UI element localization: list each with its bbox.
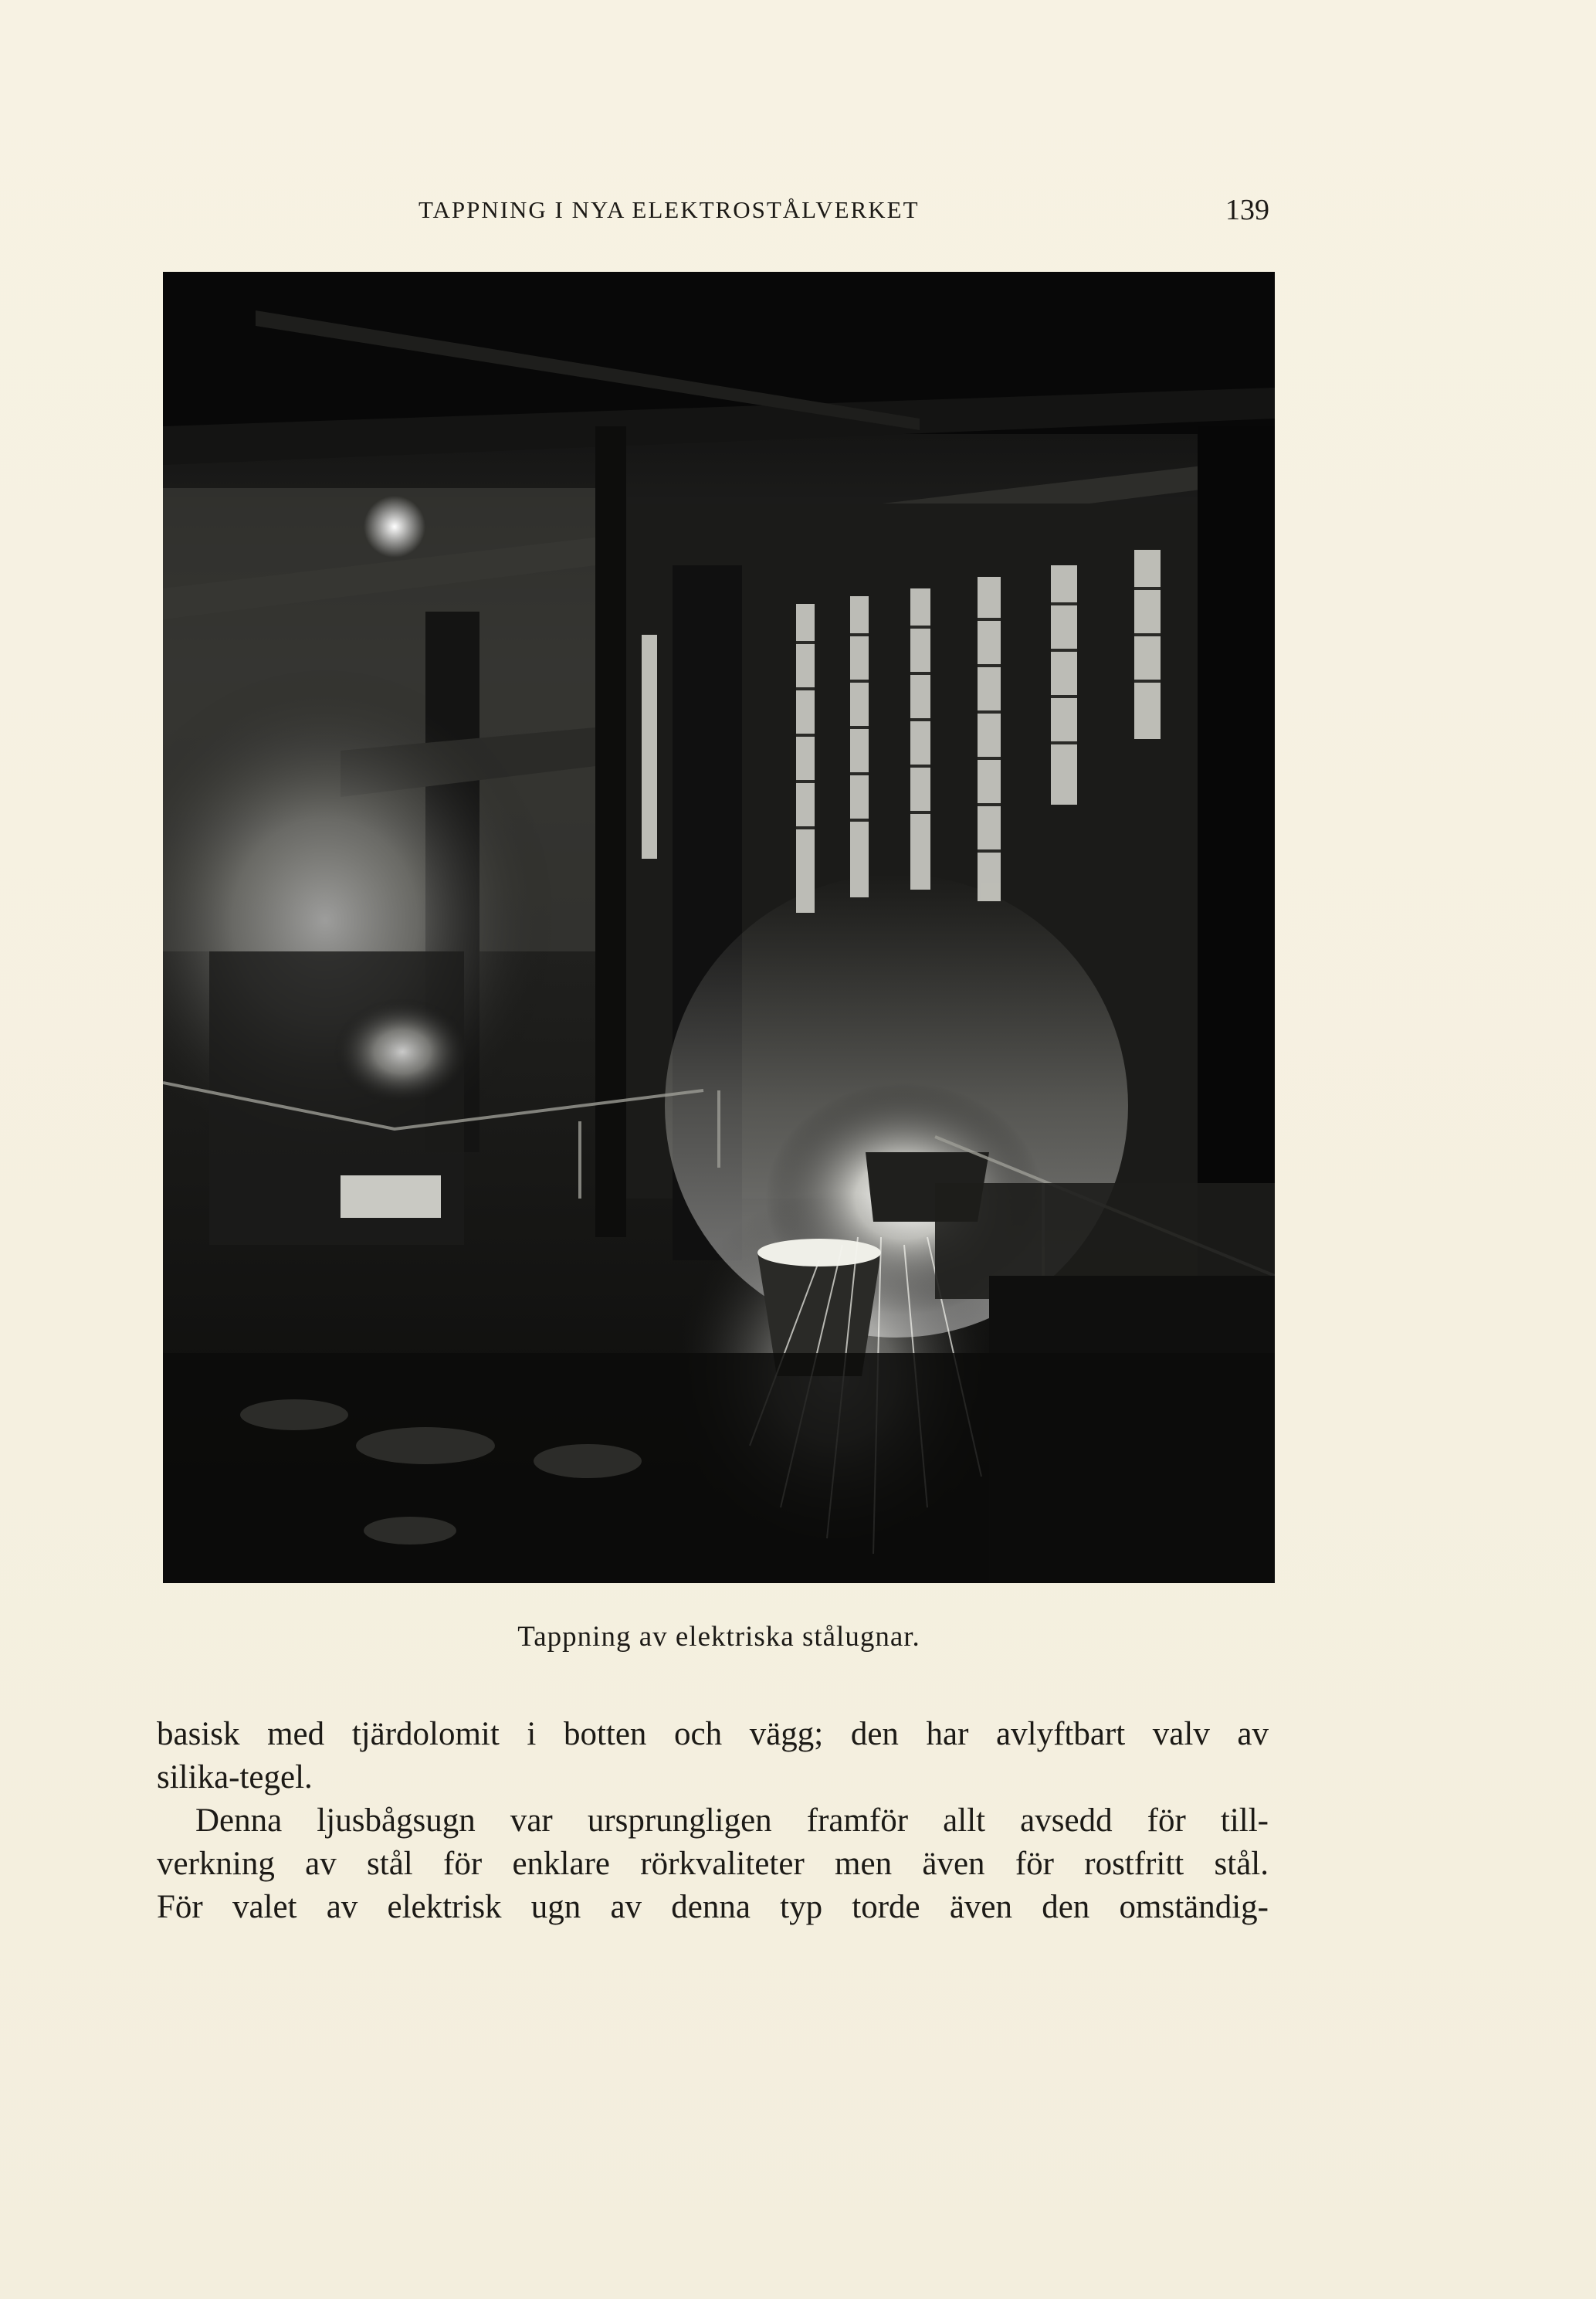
steelworks-photograph — [163, 272, 1275, 1583]
photograph-illustration — [163, 272, 1275, 1583]
text-line: verkning av stål för enklare rörkvaliteter men även för rostfritt stål. — [157, 1846, 1269, 1882]
text-line: Denna ljusbågsugn var ursprungligen framför allt avsedd för till- — [195, 1802, 1269, 1839]
text-line: basisk med tjärdolomit i botten och vägg; den har avlyftbart valv av — [157, 1716, 1269, 1752]
figure-caption: Tappning av elektriska stålugnar. — [517, 1621, 920, 1653]
paragraph — [157, 1713, 1269, 1799]
text-line: silika-tegel. — [157, 1759, 313, 1795]
running-head — [164, 193, 1269, 232]
paragraph — [157, 1799, 1269, 1929]
text-line: För valet av elektrisk ugn av denna typ torde även den omständig- — [157, 1889, 1269, 1925]
body-text — [157, 1713, 1269, 1929]
page-number: 139 — [1225, 194, 1269, 226]
running-head-title: TAPPNING I NYA ELEKTROSTÅLVERKET — [418, 196, 920, 223]
